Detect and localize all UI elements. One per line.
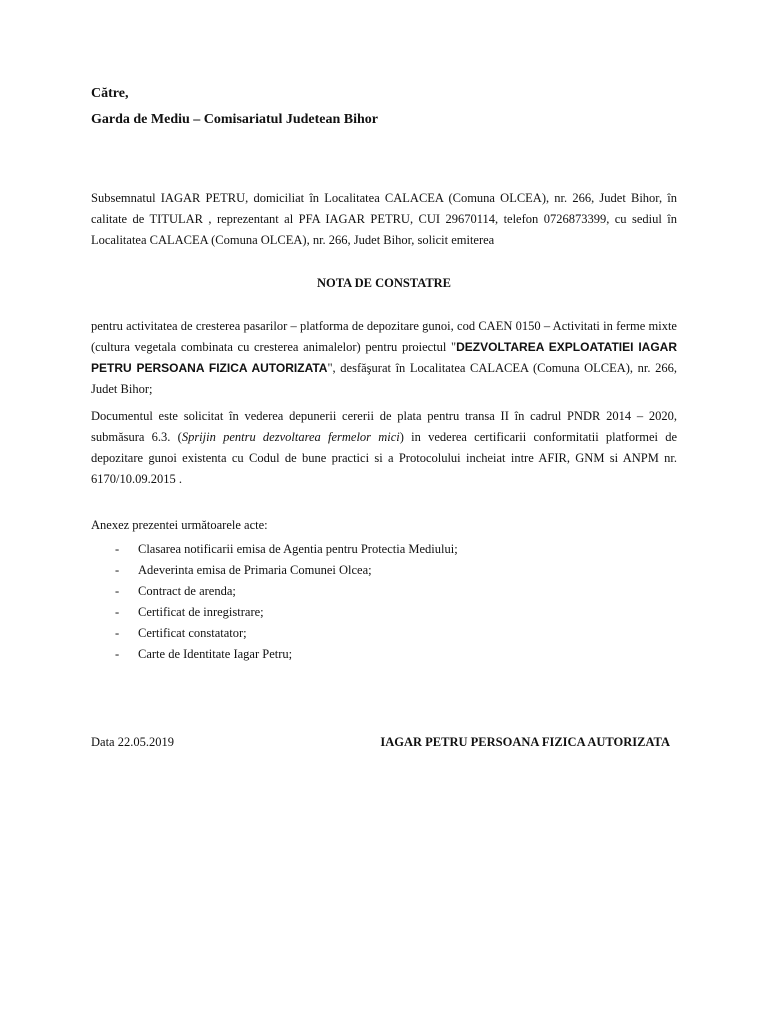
recipient-salutation: Către,	[91, 86, 129, 101]
list-item-text: Clasarea notificarii emisa de Agentia pentru Protectia Mediului;	[138, 542, 458, 556]
signature-name: IAGAR PETRU PERSOANA FIZICA AUTORIZATA	[380, 735, 670, 749]
list-bullet: -	[115, 647, 120, 661]
list-item-text: Adeverinta emisa de Primaria Comunei Olcea;	[138, 563, 372, 577]
list-item	[91, 560, 458, 581]
list-item	[91, 623, 458, 644]
list-bullet: -	[115, 563, 120, 577]
annex-list	[91, 539, 458, 665]
list-bullet: -	[115, 605, 120, 619]
document-paragraph	[91, 406, 677, 490]
list-item-text: Certificat de inregistrare;	[138, 605, 264, 619]
list-item-text: Certificat constatator;	[138, 626, 247, 640]
purpose-text-end: ", desfăşurat în Localitatea CALACEA (Comuna OLCEA), nr. 266, Judet Bihor;	[91, 361, 677, 396]
list-bullet: -	[115, 542, 120, 556]
purpose-text-start: pentru activitatea de cresterea pasarilor – platforma de depozitare gunoi, cod CAEN 0150 – Activitati in ferme mixte (cultura vegetala combinata cu cresterea animalelor) pentru proiectul "	[91, 319, 677, 354]
recipient-institution: Garda de Mediu – Comisariatul Judetean Bihor	[91, 112, 379, 127]
list-item	[91, 644, 458, 665]
program-measure-name: Sprijin pentru dezvoltarea fermelor mici	[181, 430, 400, 444]
list-item-text: Contract de arenda;	[138, 584, 236, 598]
list-item	[91, 581, 458, 602]
document-text-end: ) in vederea certificarii conformitatii platformei de depozitare gunoi existenta cu Codul de bune practici si a Protocolului incheiat intre AFIR, GNM si ANPM nr. 6170/10.09.2015 .	[91, 430, 677, 486]
document-title: NOTA DE CONSTATRE	[316, 276, 452, 290]
purpose-paragraph	[91, 316, 677, 400]
list-item	[91, 602, 458, 623]
list-item-text: Carte de Identitate Iagar Petru;	[138, 647, 293, 661]
list-bullet: -	[115, 584, 120, 598]
annex-intro: Anexez prezentei următoarele acte:	[91, 518, 268, 532]
list-item	[91, 539, 458, 560]
project-name: DEZVOLTAREA EXPLOATATIEI IAGAR PETRU PERSOANA FIZICA AUTORIZATA	[91, 340, 677, 375]
list-bullet: -	[115, 626, 120, 640]
document-text-start: Documentul este solicitat în vederea depunerii cererii de plata pentru transa II în cadrul PNDR 2014 – 2020, submăsura 6.3. (	[91, 409, 677, 444]
intro-paragraph: Subsemnatul IAGAR PETRU, domiciliat în Localitatea CALACEA (Comuna OLCEA), nr. 266, Judet Bihor, în calitate de TITULAR , reprezentant al PFA IAGAR PETRU, CUI 29670114, telefon 0726873399, cu sediul în Localitatea CALACEA (Comuna OLCEA), nr. 266, Judet Bihor, solicit emiterea	[91, 191, 677, 247]
document-date: Data 22.05.2019	[91, 735, 174, 749]
